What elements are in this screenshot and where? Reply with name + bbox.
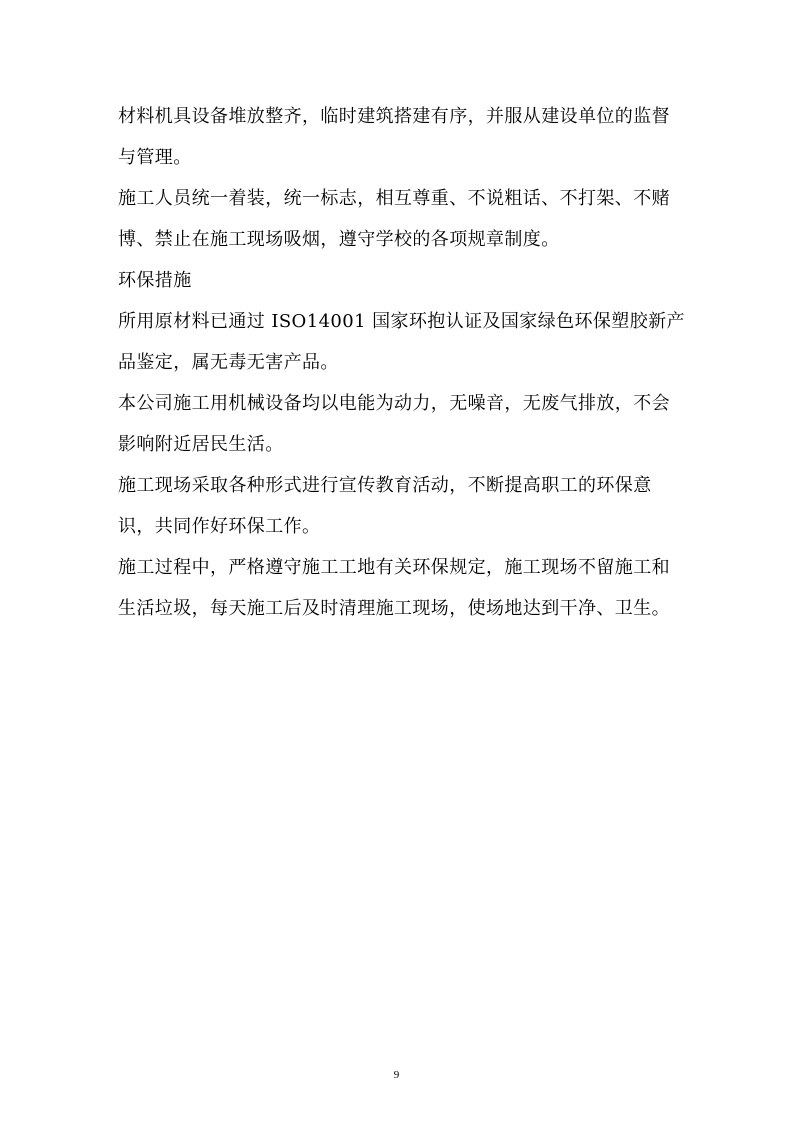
paragraph-materials-certification: 所用原材料已通过 ISO14001 国家环抱认证及国家绿色环保塑胶新产品鉴定，属无毒无害产品。 xyxy=(118,311,685,373)
paragraph-site-cleanup: 施工过程中，严格遵守施工工地有关环保规定，施工现场不留施工和生活垃圾，每天施工后及时清理施工现场，使场地达到干净、卫生。 xyxy=(118,557,670,619)
paragraph-education-activities: 施工现场采取各种形式进行宣传教育活动，不断提高职工的环保意识，共同作好环保工作。 xyxy=(118,475,652,537)
paragraph-electric-machinery: 本公司施工用机械设备均以电能为动力，无噪音，无废气排放，不会影响附近居民生活。 xyxy=(118,393,670,455)
section-heading-environmental-measures: 环保措施 xyxy=(118,270,192,291)
document-body xyxy=(118,96,688,629)
paragraph-material-storage: 材料机具设备堆放整齐，临时建筑搭建有序，并服从建设单位的监督与管理。 xyxy=(118,106,670,168)
paragraph-worker-conduct: 施工人员统一着装，统一标志，相互尊重、不说粗话、不打架、不赌博、禁止在施工现场吸烟，遵守学校的各项规章制度。 xyxy=(118,188,670,250)
page-number: 9 xyxy=(393,1069,400,1081)
